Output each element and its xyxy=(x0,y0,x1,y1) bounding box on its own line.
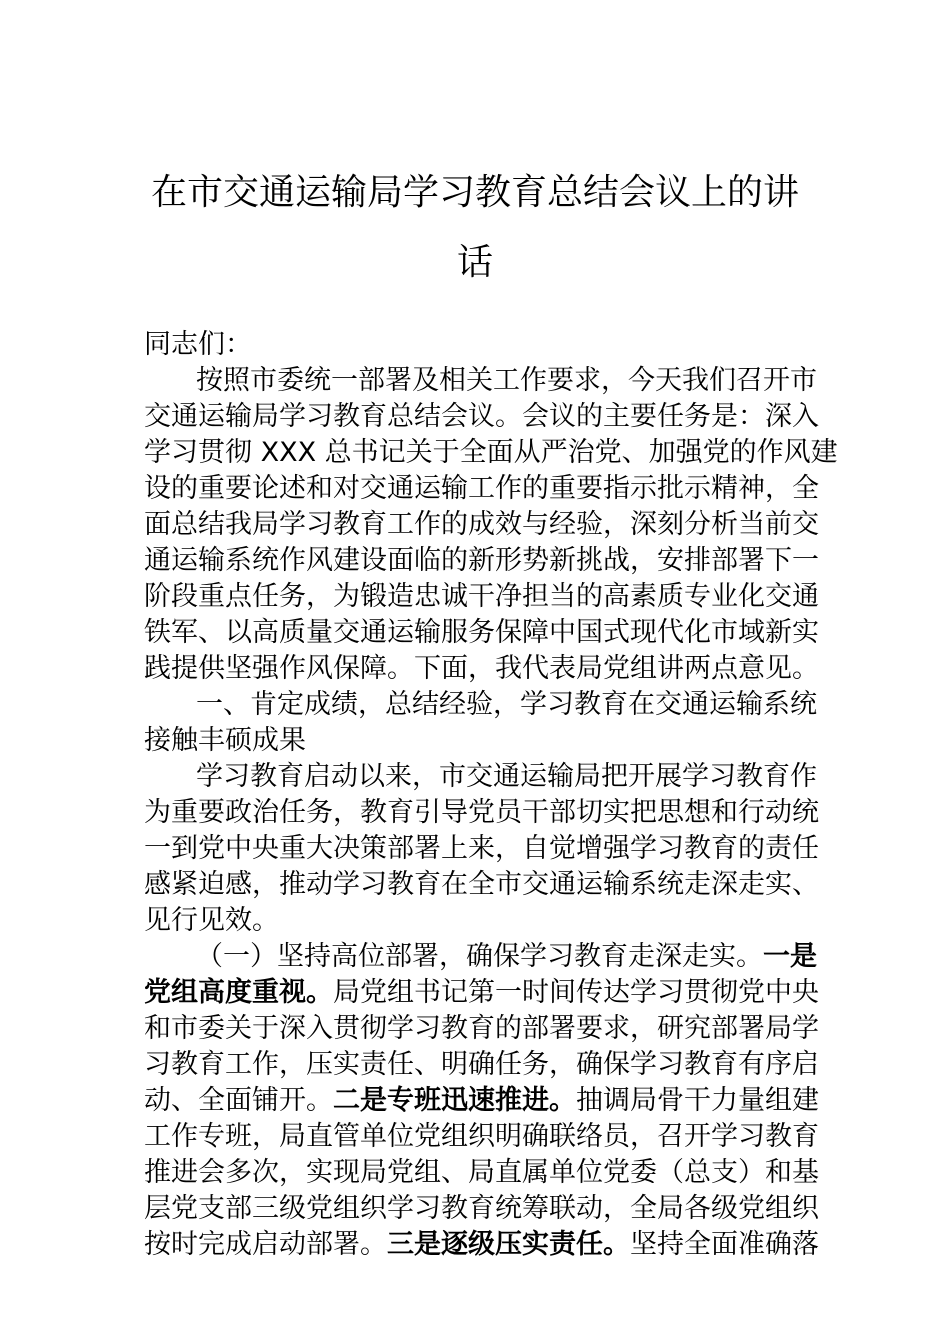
paragraph-line: 学习教育启动以来，市交通运输局把开展学习教育作 xyxy=(196,761,817,792)
document-title-line-1: 在市交通运输局学习教育总结会议上的讲 xyxy=(150,172,799,213)
paragraph-line: 和市委关于深入贯彻学习教育的部署要求，研究部署局学 xyxy=(144,1013,819,1044)
paragraph-line xyxy=(144,1083,819,1119)
section-heading-line: 接触丰硕成果 xyxy=(144,725,306,756)
paragraph-line: 交通运输局学习教育总结会议。会议的主要任务是：深入 xyxy=(144,401,819,432)
paragraph-line: 铁军、以高质量交通运输服务保障中国式现代化市域新实 xyxy=(144,617,819,648)
section-heading-line: 一、肯定成绩，总结经验，学习教育在交通运输系统 xyxy=(196,689,817,720)
paragraph-line: 感紧迫感，推动学习教育在全市交通运输系统走深走实、 xyxy=(144,869,819,900)
paragraph-line: 工作专班，局直管单位党组织明确联络员，召开学习教育 xyxy=(144,1121,819,1152)
paragraph-line xyxy=(144,1227,819,1263)
bold-lead: 党组高度重视。 xyxy=(144,977,333,1008)
paragraph-text: 抽调局骨干力量组建 xyxy=(576,1085,819,1116)
paragraph-line: 设的重要论述和对交通运输工作的重要指示批示精神，全 xyxy=(144,473,819,504)
paragraph-line: 面总结我局学习教育工作的成效与经验，深刻分析当前交 xyxy=(144,509,819,540)
bold-lead: 一是 xyxy=(763,941,817,972)
paragraph-line: 学习贯彻 XXX 总书记关于全面从严治党、加强党的作风建 xyxy=(144,437,838,468)
bold-lead: 二是专班迅速推进。 xyxy=(333,1085,576,1116)
document-title-line-2: 话 xyxy=(456,242,493,283)
paragraph-line: 一到党中央重大决策部署上来，自觉增强学习教育的责任 xyxy=(144,833,819,864)
paragraph-text: 按时完成启动部署。 xyxy=(144,1229,387,1260)
paragraph-line: 习教育工作，压实责任、明确任务，确保学习教育有序启 xyxy=(144,1049,819,1080)
paragraph-line: 通运输系统作风建设面临的新形势新挑战，安排部署下一 xyxy=(144,545,819,576)
paragraph-line: 推进会多次，实现局党组、局直属单位党委（总支）和基 xyxy=(144,1157,819,1188)
paragraph-text: 动、全面铺开。 xyxy=(144,1085,333,1116)
paragraph-line xyxy=(196,939,817,975)
paragraph-line: 为重要政治任务，教育引导党员干部切实把思想和行动统 xyxy=(144,797,819,828)
salutation: 同志们： xyxy=(144,329,252,360)
paragraph-line: 践提供坚强作风保障。下面，我代表局党组讲两点意见。 xyxy=(144,653,819,684)
paragraph-line: 层党支部三级党组织学习教育统筹联动，全局各级党组织 xyxy=(144,1193,819,1224)
paragraph-line: 阶段重点任务，为锻造忠诚干净担当的高素质专业化交通 xyxy=(144,581,819,612)
paragraph-text: 局党组书记第一时间传达学习贯彻党中央 xyxy=(333,977,819,1008)
subsection-heading: （一）坚持高位部署，确保学习教育走深走实。 xyxy=(196,941,763,972)
paragraph-line xyxy=(144,975,819,1011)
paragraph-line: 见行见效。 xyxy=(144,905,279,936)
paragraph-text: 坚持全面准确落 xyxy=(630,1229,819,1260)
bold-lead: 三是逐级压实责任。 xyxy=(387,1229,630,1260)
paragraph-line: 按照市委统一部署及相关工作要求，今天我们召开市 xyxy=(196,365,817,396)
